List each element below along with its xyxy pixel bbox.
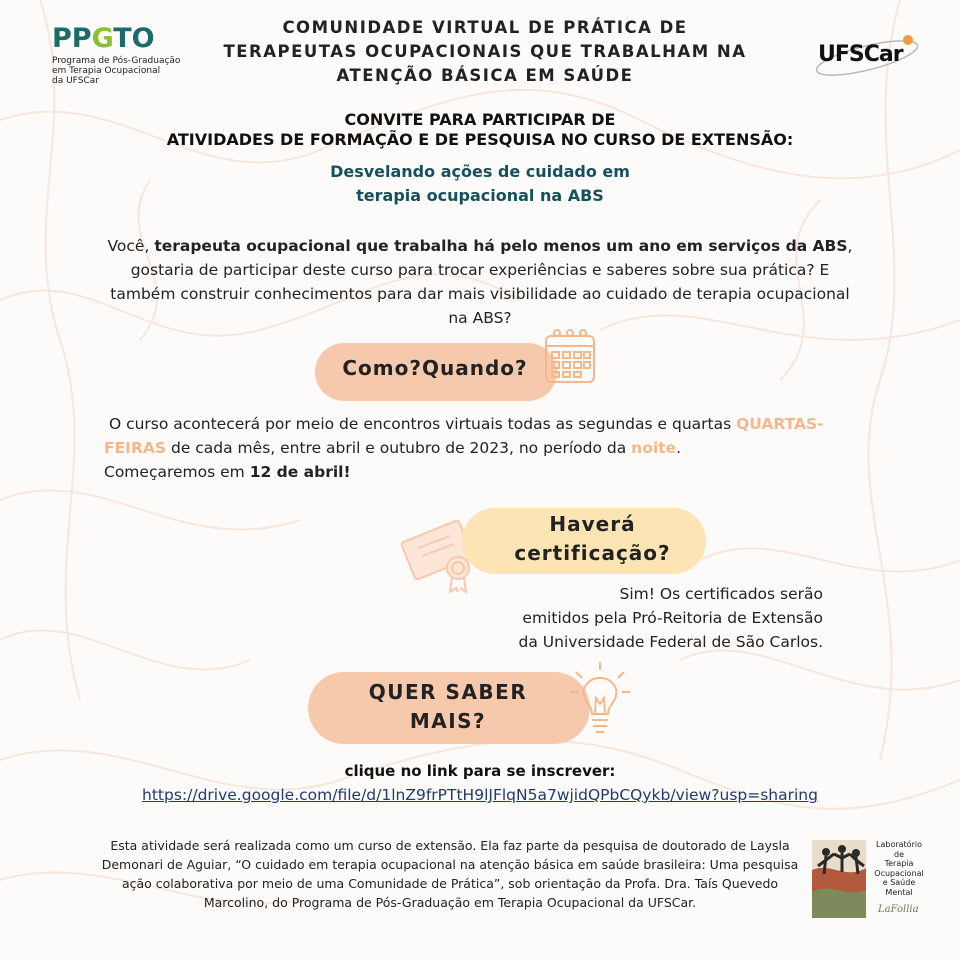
calendar-icon: [543, 326, 597, 386]
ppgto-mark: [52, 24, 182, 54]
certification-text-line: Sim! Os certificados serão: [619, 585, 823, 603]
schedule-highlight-period: noite: [631, 439, 677, 457]
schedule-text-2: de cada mês, entre abril e outubro de 2023, no período da: [166, 439, 632, 457]
lightbulb-icon: [568, 660, 632, 740]
quer-saber-mais-heading: [330, 678, 566, 736]
intro-rest: , gostaria de participar deste curso para trocar experiências e saberes sobre sua prática? E também construir conhecimentos para dar mais visibilidade ao cuidado de terapia ocupacional na ABS?: [110, 237, 853, 327]
lab-figures-icon: [812, 840, 868, 920]
invite-heading: [120, 110, 840, 150]
lab-name-line: de: [894, 849, 904, 859]
ufscar-logo: [812, 32, 927, 80]
course-title: [250, 160, 710, 208]
ppgto-subtitle-line: Programa de Pós-Graduação: [52, 56, 181, 66]
schedule-text-3: .: [676, 439, 682, 457]
ppgto-logo: [52, 24, 182, 86]
certification-heading-line: Haverá: [549, 512, 636, 536]
start-date: 12 de abril!: [249, 463, 351, 481]
intro-bold: terapeuta ocupacional que trabalha há pelo menos um ano em serviços da ABS: [154, 237, 848, 255]
ppgto-subtitle: [52, 56, 182, 86]
community-title-line: TERAPEUTAS OCUPACIONAIS QUE TRABALHAM NA: [223, 42, 747, 61]
course-title-line: Desvelando ações de cuidado em: [330, 162, 630, 181]
ppgto-subtitle-line: da UFSCar: [52, 76, 99, 86]
lab-name-line: Mental: [885, 887, 913, 897]
lafollia-lab-logo: [812, 836, 924, 920]
como-quando-heading: Como?Quando?: [342, 356, 528, 380]
footer-note: Esta atividade será realizada como um curso de extensão. Ela faz parte da pesquisa de doutorado de Laysla Demonari de Aguiar, “O cuidado em terapia ocupacional na atenção básica em saúde brasileira: Uma pesquisa ação colaborativa por meio de uma Comunidade de Prática”, sob orientação da Profa. Dra. Taís Quevedo Marcolino, do Programa de Pós-Graduação em Terapia Ocupacional da UFSCar.: [101, 838, 799, 910]
lab-name-line: e Saúde: [882, 878, 916, 887]
signup-link[interactable]: https://drive.google.com/file/d/1lnZ9frPTtH9lJFlqN5a7wjidQPbCQykb/view?usp=sharing: [142, 786, 818, 804]
schedule-text-1: O curso acontecerá por meio de encontros virtuais todas as segundas e quartas: [108, 415, 737, 433]
certification-text: [508, 582, 823, 654]
intro-prefix: Você,: [107, 237, 155, 255]
community-title: [200, 16, 770, 88]
schedule-highlight-days: QUARTAS-FEIRAS: [104, 415, 824, 457]
start-prefix: Começaremos em: [104, 463, 250, 481]
quer-saber-mais-line: MAIS?: [409, 709, 487, 733]
lab-signature: LaFollia: [878, 904, 919, 915]
community-title-line: COMUNIDADE VIRTUAL DE PRÁTICA DE: [282, 18, 688, 37]
start-date-line: [104, 460, 849, 484]
certification-heading: [470, 510, 715, 568]
invite-line: ATIVIDADES DE FORMAÇÃO E DE PESQUISA NO CURSO DE EXTENSÃO:: [166, 130, 794, 149]
schedule-text: [104, 412, 849, 460]
lab-name-line: Ocupacional: [874, 868, 924, 878]
ppgto-subtitle-line: em Terapia Ocupacional: [52, 66, 161, 76]
lab-name-line: Terapia: [884, 859, 914, 868]
schedule-paragraph: [104, 412, 849, 484]
community-title-line: ATENÇÃO BÁSICA EM SAÚDE: [336, 66, 634, 85]
ppgto-mark-left: PP: [52, 23, 92, 54]
quer-saber-mais-line: QUER SABER: [368, 680, 528, 704]
ppgto-mark-right: TO: [113, 23, 155, 54]
invite-line: CONVITE PARA PARTICIPAR DE: [344, 110, 616, 129]
ufscar-logo-text: UFSCar: [818, 42, 903, 67]
lab-name-line: Laboratório: [876, 840, 922, 849]
ppgto-mark-arrow: G: [91, 23, 114, 54]
course-title-line: terapia ocupacional na ABS: [356, 186, 604, 205]
certification-heading-line: certificação?: [514, 541, 671, 565]
intro-paragraph: [100, 234, 860, 330]
certification-text-line: da Universidade Federal de São Carlos.: [518, 633, 823, 651]
lab-name: [868, 840, 930, 897]
certification-text-line: emitidos pela Pró-Reitoria de Extensão: [522, 609, 823, 627]
signup-instruction: clique no link para se inscrever:: [344, 762, 616, 780]
